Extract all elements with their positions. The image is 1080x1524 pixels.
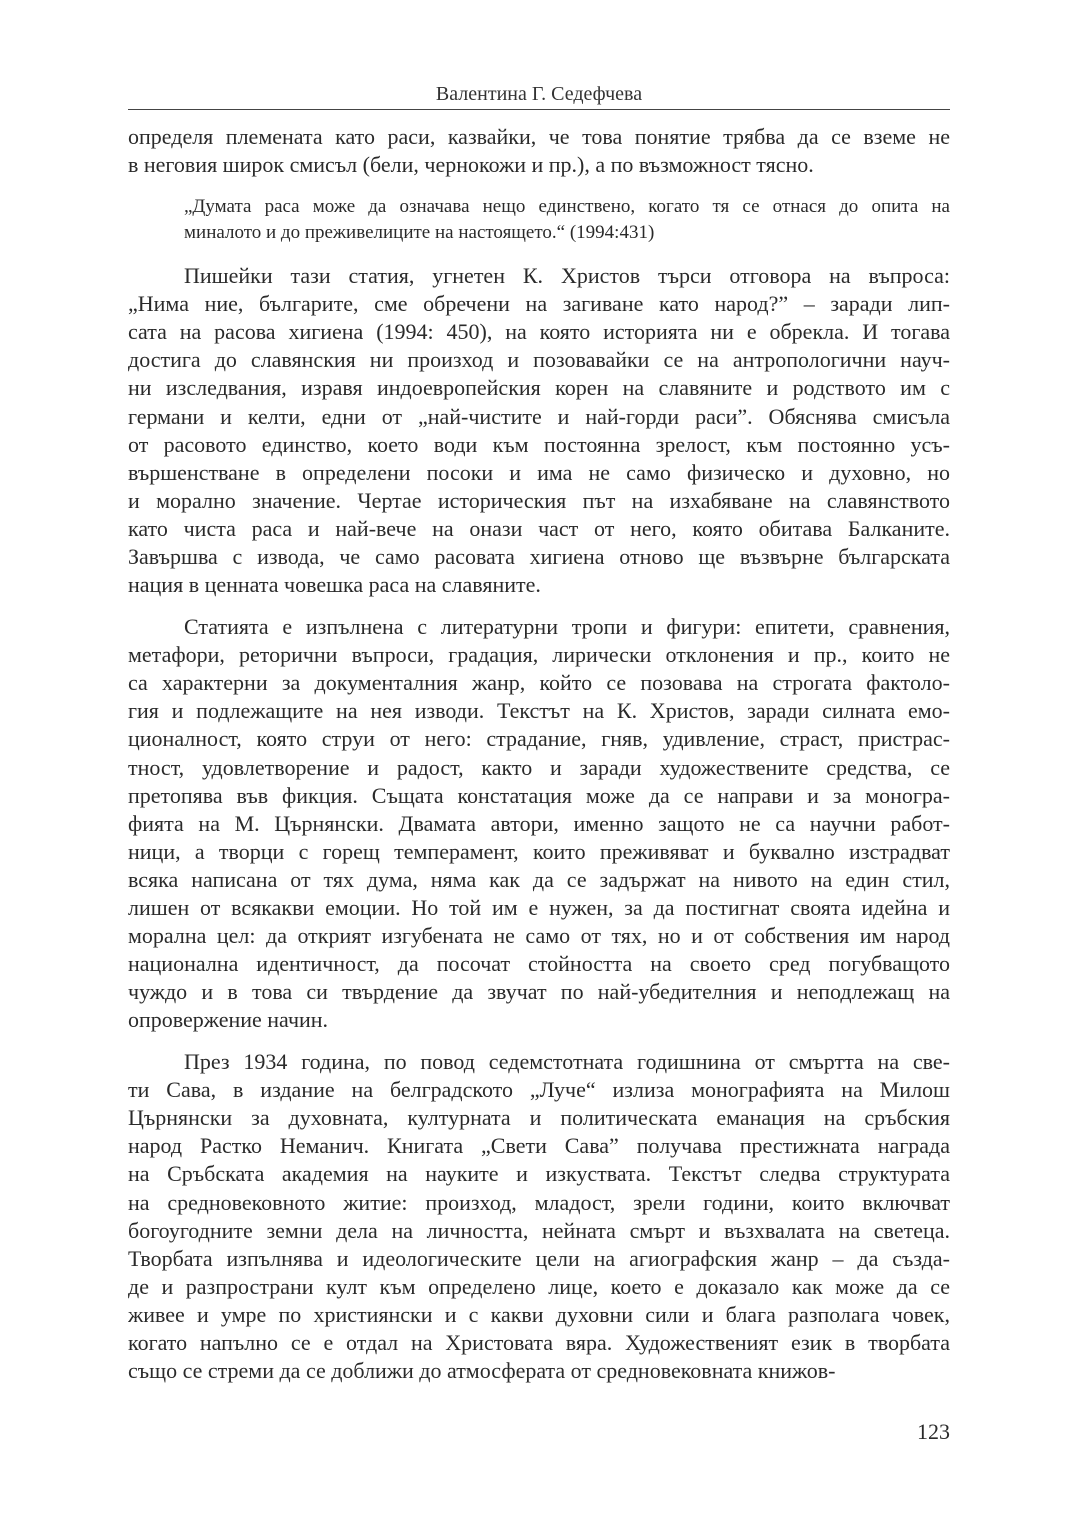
paragraph-3-line: живее и умре по християнски и с какви духовни сили и блага разполага човек, bbox=[128, 1301, 950, 1327]
paragraph-2-line: всяка написана от тях дума, няма как да се задържат на нивото на един стил, bbox=[128, 866, 950, 892]
block-quote-line: „Думата раса може да означава нещо единствено, когато тя се отнася до опита на bbox=[184, 196, 950, 217]
paragraph-3-line: на Сръбската академия на науките и изкуствата. Текстът следва структурата bbox=[128, 1161, 950, 1187]
paragraph-1-line: като чиста раса и най-вече на онази част от него, която обитава Балканите. bbox=[128, 515, 950, 541]
paragraph-3-line: Творбата изпълнява и идеологическите цели на агиографския жанр – да създа- bbox=[128, 1245, 950, 1271]
paragraph-2-line: лишен от всякакви емоции. Но той им е нужен, за да постигнат своята идейна и bbox=[128, 895, 950, 920]
running-header-author: Валентина Г. Седефчева bbox=[435, 83, 643, 105]
paragraph-3-line: когато напълно се е отдал на Христовата вяра. Художественият език в творбата bbox=[128, 1330, 950, 1355]
paragraph-2-line: тност, удовлетворение и радост, както и заради художествените средства, се bbox=[128, 754, 950, 780]
paragraph-1-line: вършенстване в определени посоки и има не само физическо и духовно, но bbox=[128, 459, 950, 485]
paragraph-2-line: чуждо и в това си твърдение да звучат по най-убедителния и неподлежащ на bbox=[128, 979, 950, 1005]
paragraph-1-line: от расовото единство, което води към постоянна зрелост, към постоянно усъ- bbox=[128, 431, 950, 457]
paragraph-3-line: също се стреми да се доближи до атмосферата от средновековната книжов- bbox=[128, 1358, 836, 1384]
paragraph-2-line: гия и подлежащите на нея изводи. Текстът на К. Христов, заради силната емо- bbox=[128, 698, 950, 724]
intro-line: в неговия широк смисъл (бели, чернокожи и пр.), а по възможност тясно. bbox=[128, 152, 814, 178]
paragraph-2-line: фията на М. Църнянски. Двамата автори, именно защото не са научни работ- bbox=[128, 810, 950, 836]
header-rule bbox=[128, 109, 950, 110]
paragraph-1-line: и морално значение. Чертае историческия път на изхабяване на славянството bbox=[128, 487, 950, 513]
paragraph-3-line: Църнянски за духовната, културната и политическата еманация на сръбския bbox=[128, 1105, 950, 1131]
page-number: 123 bbox=[917, 1419, 950, 1444]
paragraph-2-line: са характерни за документалния жанр, който се позовава на строгата фактоло- bbox=[128, 670, 950, 696]
paragraph-1-line: германи и келти, едни от „най-чистите и най-горди раси”. Обяснява смисъла bbox=[128, 403, 950, 429]
paragraph-1-line: Пишейки тази статия, угнетен К. Христов търси отговора на въпроса: bbox=[184, 263, 950, 288]
paragraph-3-line: богоугодните земни дела на личността, нейната смърт и възхвалата на светеца. bbox=[128, 1217, 950, 1243]
paragraph-1-line: достига до славянския ни произход и позовавайки се на антропологични науч- bbox=[128, 347, 950, 373]
paragraph-2-line: ници, а творци с горещ темперамент, които преживяват и буквално изстрадват bbox=[128, 838, 950, 864]
paragraph-2-line: национална идентичност, да посочат стойността на своето сред погубващото bbox=[128, 951, 950, 977]
paragraph-1-line: „Нима ние, българите, сме обречени на загиване като народ?” – заради лип- bbox=[128, 291, 950, 317]
paragraph-3-line: на средновековното житие: произход, младост, зрели години, които включват bbox=[128, 1189, 950, 1215]
paragraph-1-line: Завършва с извода, че само расовата хигиена отново ще възвърне българската bbox=[128, 544, 950, 569]
paragraph-1-line: сата на расова хигиена (1994: 450), на която историята ни е обрекла. И тогава bbox=[128, 319, 950, 345]
paragraph-1-line: ни изследвания, изравя индоевропейския корен на славяните и родството им с bbox=[128, 375, 950, 401]
paragraph-2-line: метафори, реторични въпроси, градация, лирически отклонения и пр., които не bbox=[128, 642, 950, 668]
paragraph-2-line: ционалност, която струи от него: страдание, гняв, удивление, страст, пристрас- bbox=[128, 726, 950, 752]
paragraph-3-line: ти Сава, в издание на белградското „Луче“ излиза монографията на Милош bbox=[128, 1077, 950, 1103]
paragraph-2-line: опровержение начин. bbox=[128, 1007, 329, 1033]
paragraph-1-line: нация в ценната човешка раса на славяните. bbox=[128, 572, 541, 598]
paragraph-3-line: де и разпространи култ към определено лице, което е доказало как може да се bbox=[128, 1273, 950, 1299]
paragraph-2-line: претопява във фикция. Същата констатация може да се направи и за моногра- bbox=[128, 782, 950, 808]
intro-line: определя племената като раси, казвайки, че това понятие трябва да се вземе не bbox=[128, 124, 950, 149]
paragraph-2-line: Статията е изпълнена с литературни тропи и фигури: епитети, сравнения, bbox=[184, 614, 950, 639]
paragraph-3-line: През 1934 година, по повод седемстотната годишнина от смъртта на све- bbox=[184, 1049, 950, 1074]
paragraph-2-line: морална цел: да открият изгубената не само от тях, но и от собствения им народ bbox=[128, 923, 950, 949]
paragraph-3-line: народ Растко Неманич. Книгата „Свети Сава” получава престижната награда bbox=[128, 1133, 950, 1159]
block-quote-line: миналото и до преживелиците на настоящето.“ (1994:431) bbox=[184, 222, 655, 243]
